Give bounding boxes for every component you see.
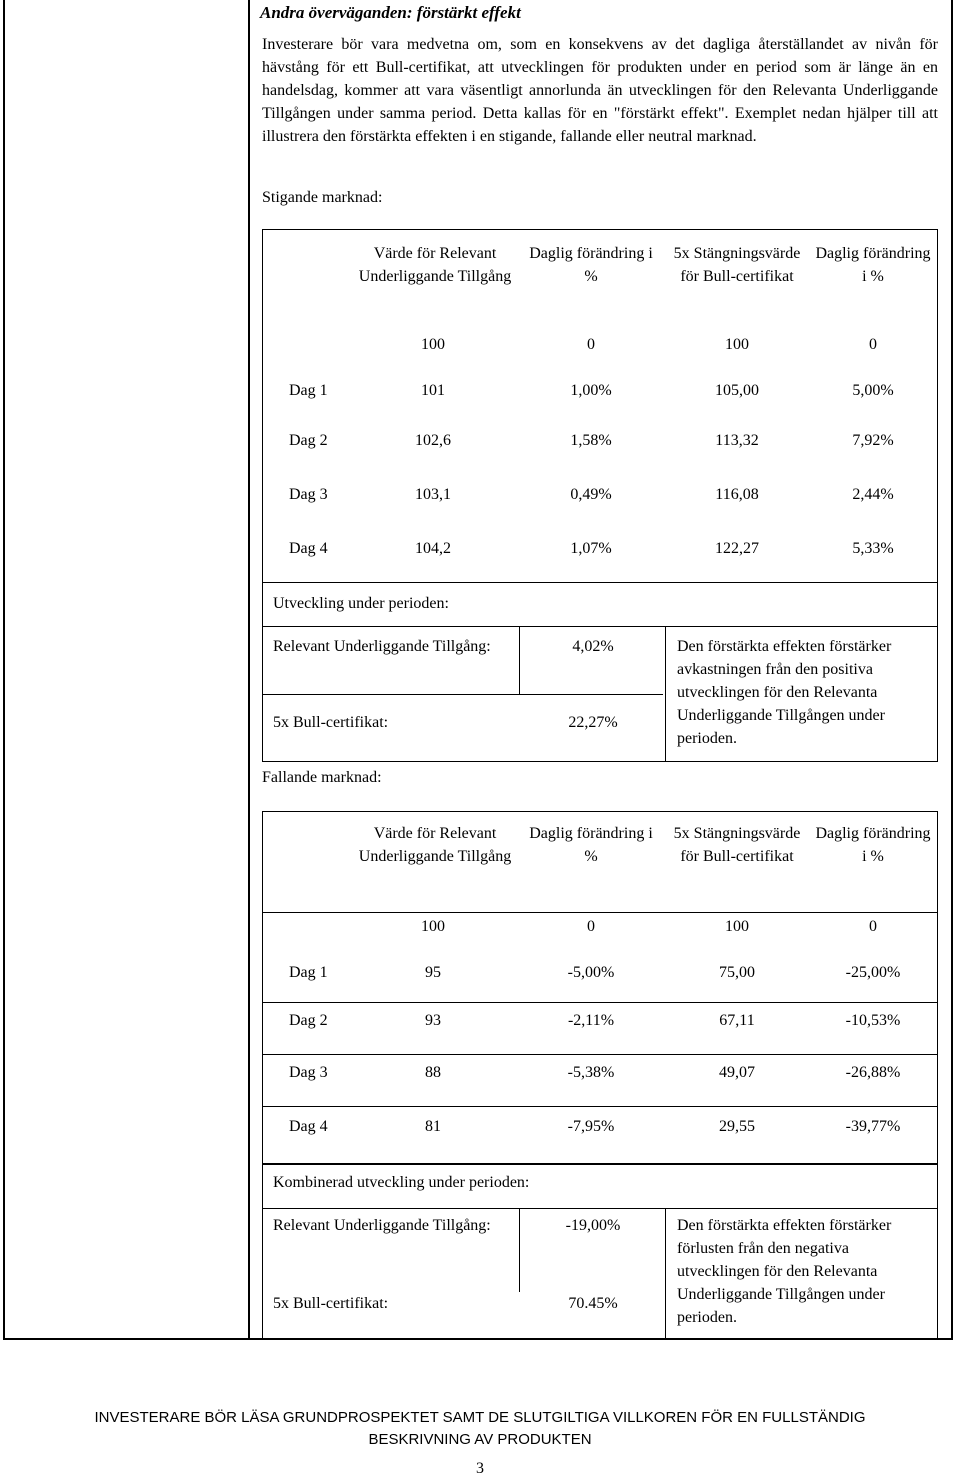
header-asset-value: Värde för Relevant Underliggande Tillgång <box>358 245 512 285</box>
rising-table: Värde för Relevant Underliggande Tillgång Daglig förändring i % 5x Stängningsvärde för Bull-certifikat Daglig förändring i % 100 0 100 0 Dag 1 101 1,00% 105,00 5,00% Dag 2 102,6 1,58% 113,32 7,92% Dag 3 103,1 0,49% 116,08 2,44% Dag 4 104,2 1,07% 122,27 5,33% <box>262 229 938 583</box>
asset-value: 4,02% <box>572 638 614 655</box>
effect-note: Den förstärkta effekten förstärker förlusten från den negativa utvecklingen för den Relevanta Underliggande Tillgången under perioden. <box>677 1217 892 1326</box>
asset-value: -19,00% <box>565 1217 621 1234</box>
falling-table: Värde för Relevant Underliggande Tillgång Daglig förändring i % 5x Stängningsvärde för Bull-certifikat Daglig förändring i % 100 0 100 0 Dag 1 95 -5,00% 75,00 -25,00% Dag 2 93 -2,11% 67,11 -10,53% Dag 3 88 -5,38% 49,07 -26,88% Dag 4 81 -7,95% 29,55 -39,77% <box>262 811 938 1165</box>
bull-value: 70.45% <box>568 1295 618 1312</box>
header-bull-close: 5x Stängningsvärde för Bull-certifikat <box>673 825 801 865</box>
header-bull-close: 5x Stängningsvärde för Bull-certifikat <box>673 245 801 285</box>
falling-summary-box <box>262 1163 938 1340</box>
section-heading: Andra överväganden: förstärkt effekt <box>260 3 521 22</box>
summary-title: Utveckling under perioden: <box>273 595 449 612</box>
header-asset-value: Värde för Relevant Underliggande Tillgång <box>358 825 512 865</box>
intro-paragraph: Investerare bör vara medvetna om, som en konsekvens av det dagliga återställandet av nivån för hävstång för ett Bull-certifikat, att utvecklingen för produkten under en period som är länge än en handelsdag, kommer att vara väsentligt annorlunda än utvecklingen för den Relevanta Underliggande Tillgången under samma period. Detta kallas för en "förstärkt effekt". Exemplet nedan hjälper till att illustrera den förstärkta effekten i en stigande, fallande eller neutral marknad. <box>262 36 938 145</box>
footer-line-1: INVESTERARE BÖR LÄSA GRUNDPROSPEKTET SAMT DE SLUTGILTIGA VILLKOREN FÖR EN FULLSTÄNDIG <box>94 1409 866 1426</box>
asset-label: Relevant Underliggande Tillgång: <box>273 1217 491 1234</box>
bull-value: 22,27% <box>568 714 618 731</box>
footer-line-2: BESKRIVNING AV PRODUKTEN <box>368 1431 592 1448</box>
asset-label: Relevant Underliggande Tillgång: <box>273 638 491 655</box>
page-number: 3 <box>476 1460 484 1477</box>
bull-label: 5x Bull-certifikat: <box>273 1295 389 1312</box>
left-column <box>5 0 250 1338</box>
summary-title: Kombinerad utveckling under perioden: <box>273 1174 530 1191</box>
header-daily-change: Daglig förändring i % <box>529 245 653 285</box>
header-bull-daily-change: Daglig förändring i % <box>815 825 931 865</box>
falling-market-label: Fallande marknad: <box>262 769 382 786</box>
header-daily-change: Daglig förändring i % <box>529 825 653 865</box>
effect-note: Den förstärkta effekten förstärker avkastningen från den positiva utvecklingen för den Relevanta Underliggande Tillgången under perioden. <box>677 638 892 747</box>
rising-market-label: Stigande marknad: <box>262 189 383 206</box>
header-bull-daily-change: Daglig förändring i % <box>815 245 931 285</box>
rising-summary-box <box>262 582 938 762</box>
bull-label: 5x Bull-certifikat: <box>273 714 389 731</box>
